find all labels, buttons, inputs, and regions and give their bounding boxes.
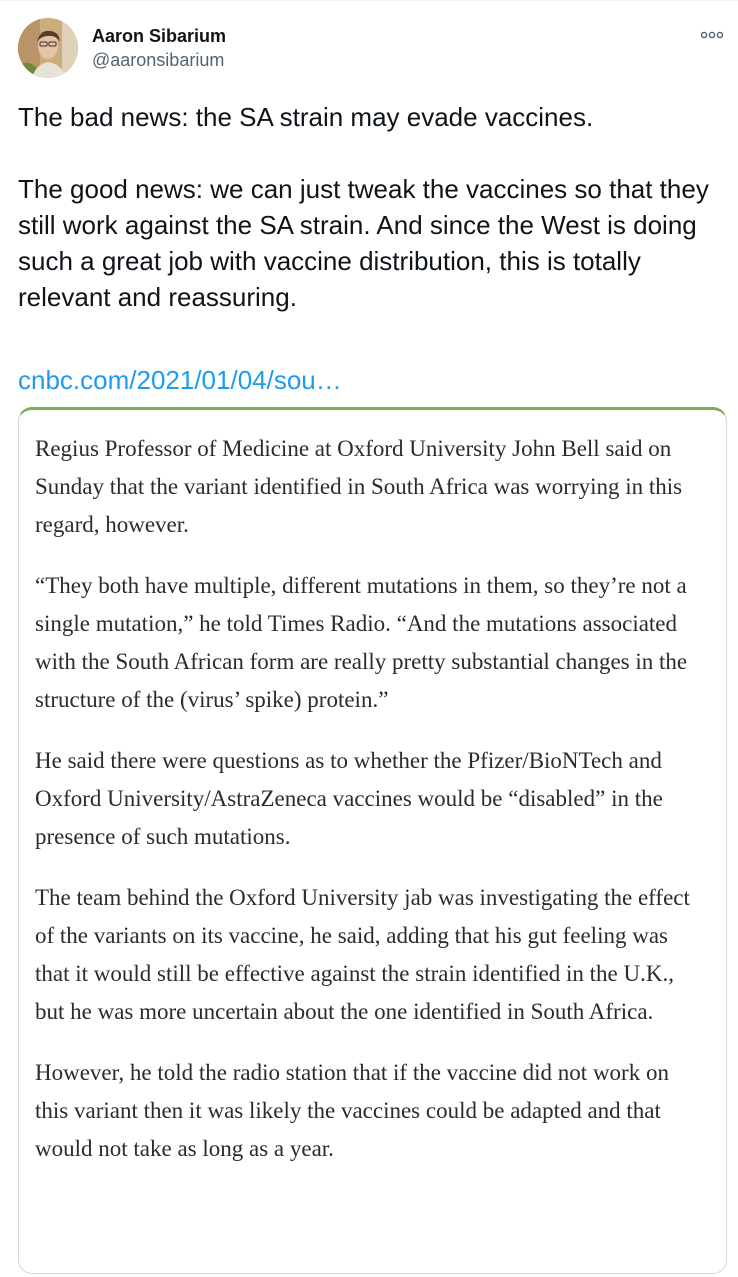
card-paragraph: However, he told the radio station that if the vaccine did not work on this variant then it was likely the vaccines could be adapted and that would not take as long as a year. [35, 1060, 669, 1161]
tweet-link[interactable]: cnbc.com/2021/01/04/sou… [18, 365, 342, 395]
card-paragraph: The team behind the Oxford University jab was investigating the effect of the variants on its vaccine, he said, adding that his gut feeling was that it would still be effective against the strain identified in the U.K., but he was more uncertain about the one identified in South Africa. [35, 885, 690, 1024]
card-paragraph: He said there were questions as to whether the Pfizer/BioNTech and Oxford University/AstraZeneca vaccines would be “disabled” in the presence of such mutations. [35, 748, 663, 849]
display-name[interactable]: Aaron Sibarium [92, 26, 227, 46]
avatar-image [18, 18, 78, 78]
tweet-text: The bad news: the SA strain may evade vaccines. The good news: we can just tweak the vaccines so that they still work against the SA strain. And since the West is doing such a great job with vaccine distribution, this is totally relevant and reassuring. [18, 102, 709, 312]
author[interactable] [92, 25, 226, 71]
card-body [35, 430, 707, 1191]
more-horizontal-icon [701, 31, 723, 39]
card-paragraph: “They both have multiple, different mutations in them, so they’re not a single mutation,” he told Times Radio. “And the mutations associated with the South African form are really pretty substantial changes in the structure of the (virus’ spike) protein.” [35, 573, 688, 712]
link-card[interactable] [18, 407, 727, 1274]
handle[interactable]: @aaronsibarium [92, 50, 225, 70]
card-paragraph: Regius Professor of Medicine at Oxford University John Bell said on Sunday that the variant identified in South Africa was worrying in this regard, however. [35, 436, 683, 537]
avatar[interactable] [18, 18, 78, 78]
more-button[interactable] [698, 21, 726, 49]
